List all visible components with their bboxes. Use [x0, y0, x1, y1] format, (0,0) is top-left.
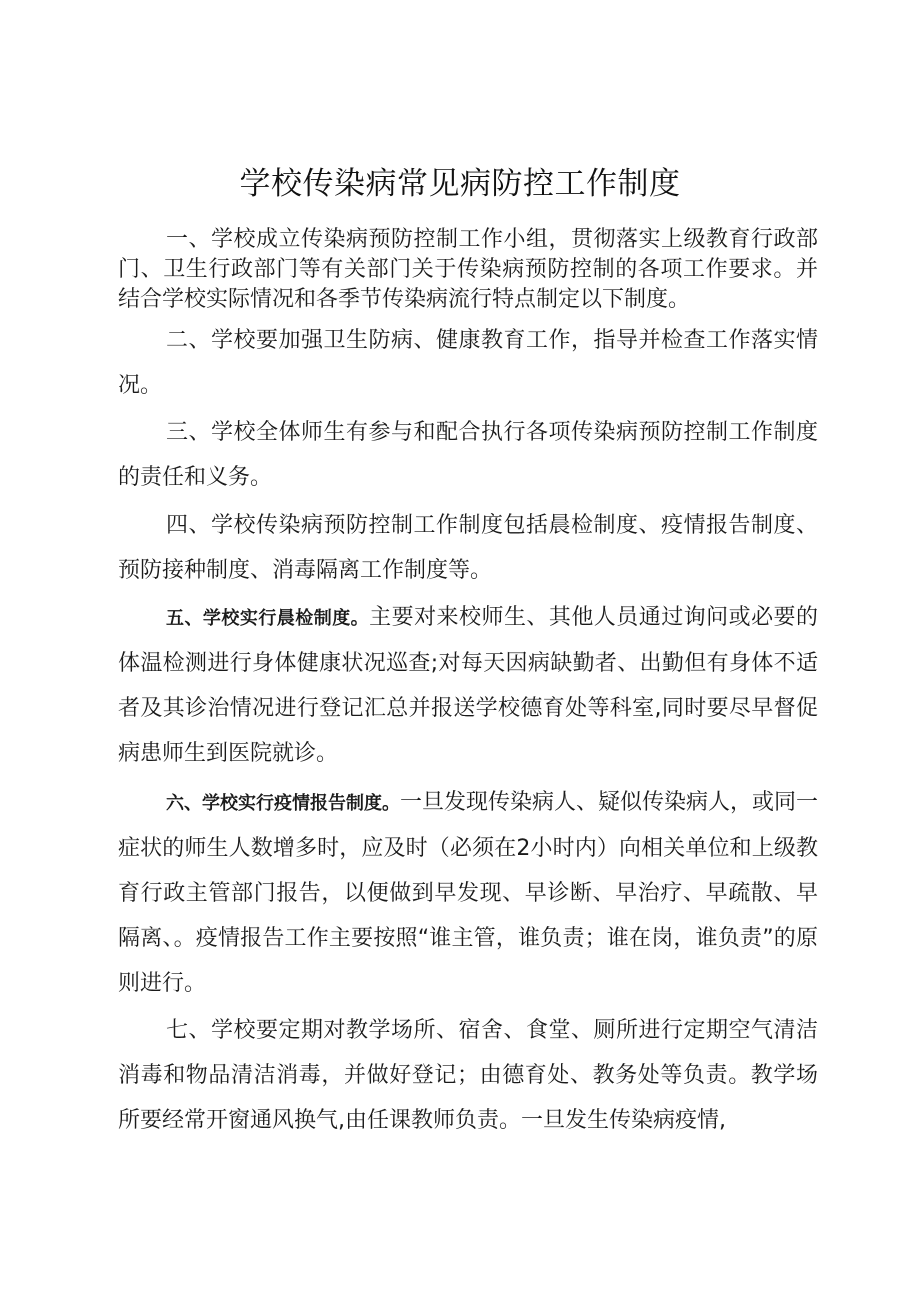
paragraph-6	[118, 780, 818, 1006]
paragraph-3: 三、学校全体师生有参与和配合执行各项传染病预防控制工作制度的责任和义务。	[118, 420, 818, 490]
paragraph-6-heading: 六、学校实行疫情报告制度。	[166, 793, 400, 814]
paragraph-5-body: 主要对来校师生、其他人员通过询问或必要的体温检测进行身体健康状况巡查;对每天因病缺勤者、出勤但有身体不适者及其诊治情况进行登记汇总并报送学校德育处等科室,同时要尽早督促病患师生到医院就诊。	[118, 605, 818, 766]
document-title: 学校传染病常见病防控工作制度	[239, 166, 681, 202]
paragraph-7: 七、学校要定期对教学场所、宿舍、食堂、厕所进行定期空气清洁消毒和物品清洁消毒，并做好登记；由德育处、教务处等负责。教学场所要经常开窗通风换气,由任课教师负责。一旦发生传染病疫情,	[118, 1018, 818, 1133]
paragraph-5-heading: 五、学校实行晨检制度。	[166, 608, 370, 629]
paragraph-1: 一、学校成立传染病预防控制工作小组，贯彻落实上级教育行政部门、卫生行政部门等有关部门关于传染病预防控制的各项工作要求。并结合学校实际情况和各季节传染病流行特点制定以下制度。	[118, 227, 818, 312]
paragraph-6-body: 一旦发现传染病人、疑似传染病人，或同一症状的师生人数增多时，应及时（必须在2小时内）向相关单位和上级教育行政主管部门报告，以便做到早发现、早诊断、早治疗、早疏散、早隔离、。疫情报告工作主要按照“谁主管，谁负责；谁在岗，谁负责”的原则进行。	[118, 790, 819, 996]
paragraph-2: 二、学校要加强卫生防病、健康教育工作，指导并检查工作落实情况。	[118, 328, 818, 398]
paragraph-4: 四、学校传染病预防控制工作制度包括晨检制度、疫情报告制度、预防接种制度、消毒隔离工作制度等。	[118, 513, 818, 583]
paragraph-5	[118, 595, 818, 776]
